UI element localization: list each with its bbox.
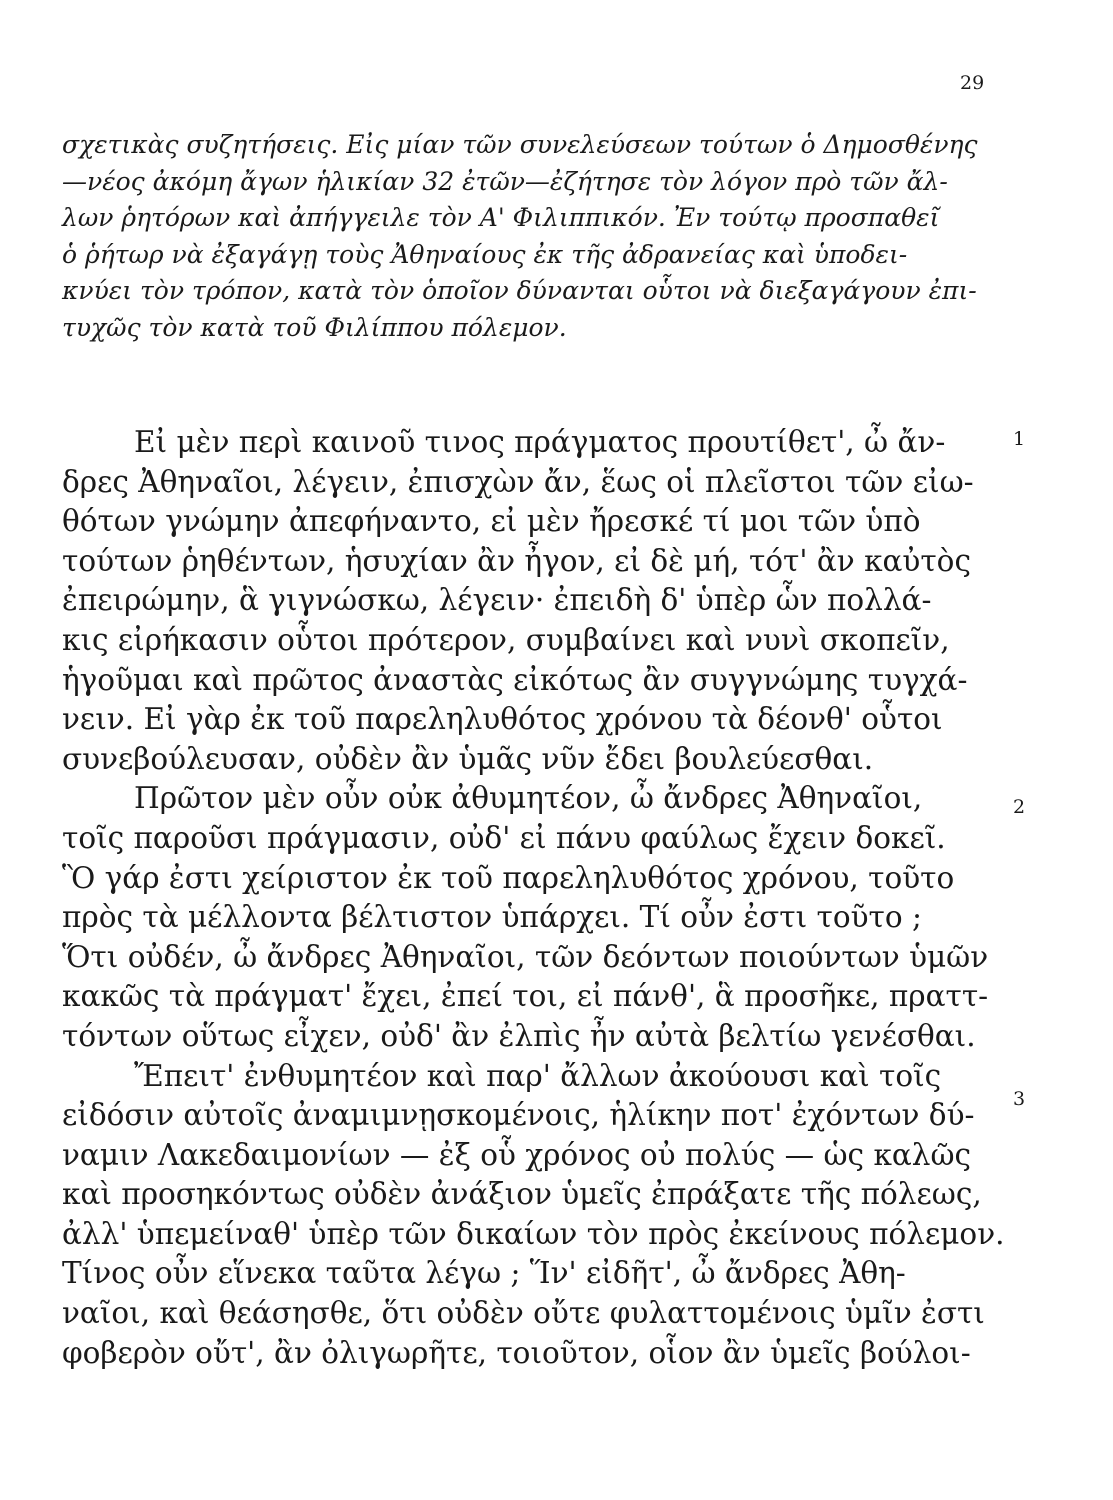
intro-line: ὁ ῥήτωρ νὰ ἐξαγάγῃ τοὺς Ἀθηναίους ἐκ τῆς ἀδρανείας καὶ ὑποδει- (62, 239, 908, 269)
text-line: Ἔπειτ' ἐνθυμητέον καὶ παρ' ἄλλων ἀκούουσι καὶ τοῖς (134, 1058, 942, 1093)
text-line: κις εἰρήκασιν οὗτοι πρότερον, συμβαίνει καὶ νυνὶ σκοπεῖν, (62, 622, 950, 657)
text-line: ναμιν Λακεδαιμονίων — ἐξ οὗ χρόνος οὐ πολύς — ὡς καλῶς (62, 1137, 972, 1172)
text-line: ναῖοι, καὶ θεάσησθε, ὅτι οὐδὲν οὔτε φυλαττομένοις ὑμῖν ἐστι (62, 1296, 985, 1331)
intro-line: —νέος ἀκόμη ἄγων ἡλικίαν 32 ἐτῶν—ἐζήτησε τὸν λόγον πρὸ τῶν ἄλ- (62, 166, 948, 196)
text-line: τούτων ῥηθέντων, ἡσυχίαν ἂν ἦγον, εἰ δὲ μή, τότ' ἂν καὐτὸς (62, 543, 971, 578)
text-line: τόντων οὕτως εἶχεν, οὐδ' ἂν ἐλπὶς ἦν αὐτὰ βελτίω γενέσθαι. (62, 1018, 976, 1053)
text-line: φοβερὸν οὔτ', ἂν ὀλιγωρῆτε, τοιοῦτον, οἷον ἂν ὑμεῖς βούλοι- (62, 1335, 971, 1370)
text-line: τοῖς παροῦσι πράγμασιν, οὐδ' εἰ πάνυ φαύλως ἔχειν δοκεῖ. (62, 820, 946, 855)
page-number: 29 (960, 72, 985, 94)
text-line: ἀλλ' ὑπεμείναθ' ὑπὲρ τῶν δικαίων τὸν πρὸς ἐκείνους πόλεμον. (62, 1216, 1005, 1251)
text-line: ἡγοῦμαι καὶ πρῶτος ἀναστὰς εἰκότως ἂν συγγνώμης τυγχά- (62, 662, 968, 697)
text-line: πρὸς τὰ μέλλοντα βέλτιστον ὑπάρχει. Τί οὖν ἐστι τοῦτο ; (62, 900, 922, 935)
intro-paragraph (62, 130, 1022, 349)
section-number: 2 (1013, 796, 1026, 818)
intro-line: κνύει τὸν τρόπον, κατὰ τὸν ὁποῖον δύνανται οὗτοι νὰ διεξαγάγουν ἐπι- (62, 276, 977, 305)
text-line: ἐπειρώμην, ἃ γιγνώσκω, λέγειν· ἐπειδὴ δ' ὑπὲρ ὧν πολλά- (62, 583, 932, 618)
intro-line: σχετικὰς συζητήσεις. Εἰς μίαν τῶν συνελεύσεων τούτων ὁ Δημοσθένης (62, 130, 978, 159)
text-line: καὶ προσηκόντως οὐδὲν ἀνάξιον ὑμεῖς ἐπράξατε τῆς πόλεως, (62, 1177, 982, 1212)
text-line: δρες Ἀθηναῖοι, λέγειν, ἐπισχὼν ἄν, ἕως οἱ πλεῖστοι τῶν εἰω- (62, 464, 974, 499)
text-line: νειν. Εἰ γὰρ ἐκ τοῦ παρεληλυθότος χρόνου τὰ δέονθ' οὗτοι (62, 702, 943, 737)
intro-line: λων ῥητόρων καὶ ἀπήγγειλε τὸν Α' Φιλιππικόν. Ἐν τούτῳ προσπαθεῖ (62, 203, 940, 232)
section-number: 3 (1013, 1088, 1026, 1110)
text-line: Πρῶτον μὲν οὖν οὐκ ἀθυμητέον, ὦ ἄνδρες Ἀθηναῖοι, (134, 781, 923, 816)
speech-text (62, 425, 1022, 1375)
intro-line: τυχῶς τὸν κατὰ τοῦ Φιλίππου πόλεμον. (62, 312, 567, 342)
text-line: θότων γνώμην ἀπεφήναντο, εἰ μὲν ἤρεσκέ τί μοι τῶν ὑπὸ (62, 504, 921, 539)
text-line: Ὅτι οὐδέν, ὦ ἄνδρες Ἀθηναῖοι, τῶν δεόντων ποιούντων ὑμῶν (62, 939, 989, 974)
text-line: Ὃ γάρ ἐστι χείριστον ἐκ τοῦ παρεληλυθότος χρόνου, τοῦτο (62, 860, 955, 895)
text-line: Εἰ μὲν περὶ καινοῦ τινος πράγματος προυτίθετ', ὦ ἄν- (134, 425, 946, 459)
text-line: Τίνος οὖν εἵνεκα ταῦτα λέγω ; Ἵν' εἰδῆτ', ὦ ἄνδρες Ἀθη- (62, 1256, 906, 1291)
section-number: 1 (1013, 428, 1026, 450)
text-line: εἰδόσιν αὐτοῖς ἀναμιμνῃσκομένοις, ἡλίκην ποτ' ἐχόντων δύ- (62, 1098, 975, 1133)
text-line: συνεβούλευσαν, οὐδὲν ἂν ὑμᾶς νῦν ἔδει βουλεύεσθαι. (62, 741, 874, 776)
text-line: κακῶς τὰ πράγματ' ἔχει, ἐπεί τοι, εἰ πάνθ', ἃ προσῆκε, πραττ- (62, 979, 989, 1014)
